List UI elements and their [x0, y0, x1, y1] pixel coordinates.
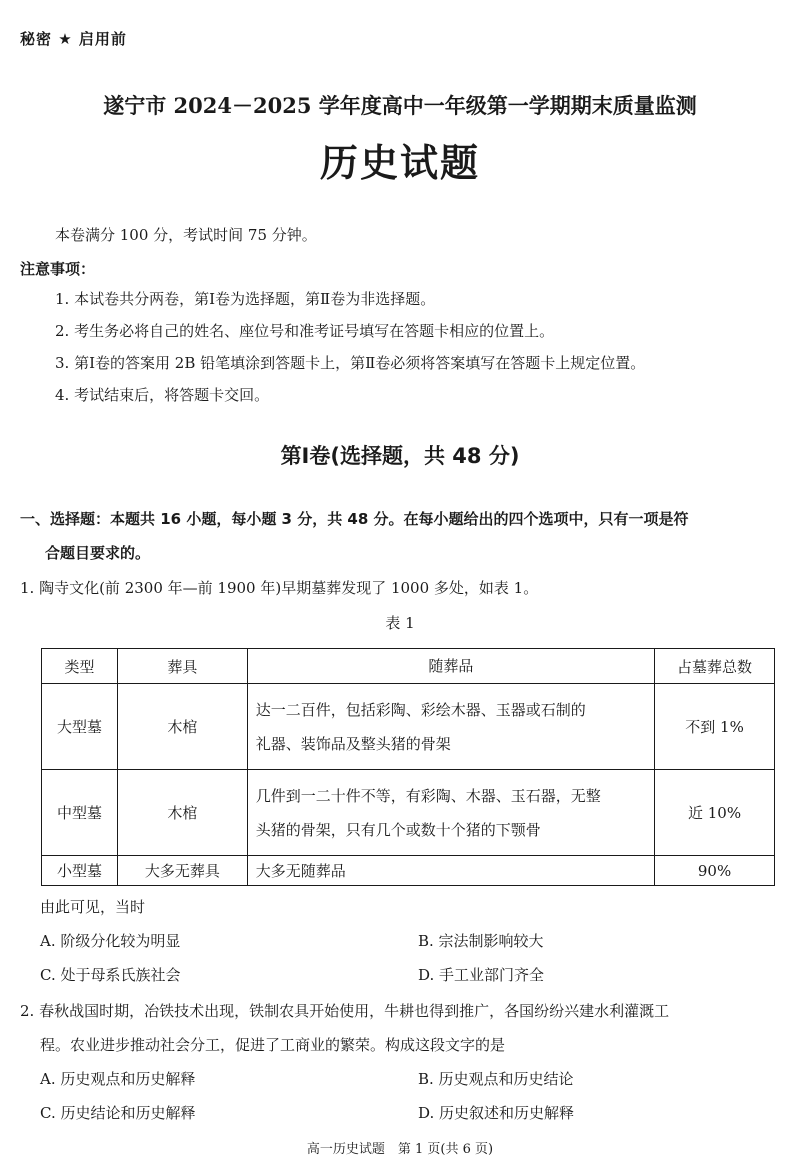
tomb-coffin: 木棺 — [117, 684, 247, 770]
table-header: 葬具 — [117, 649, 247, 684]
q1-option-d[interactable]: D. 手工业部门齐全 — [418, 966, 545, 984]
tomb-share: 近 10% — [655, 770, 775, 856]
tomb-goods-line: 几件到一二十件不等，有彩陶、木器、玉石器，无整 — [255, 786, 601, 805]
q2-option-b[interactable]: B. 历史观点和历史结论 — [418, 1070, 574, 1088]
tomb-goods — [247, 770, 654, 856]
q2-option-c[interactable]: C. 历史结论和历史解释 — [40, 1104, 196, 1122]
table-header-row — [42, 649, 775, 684]
tomb-goods-line: 达一二百件，包括彩陶、彩绘木器、玉器或石制的 — [255, 700, 586, 719]
tomb-coffin: 木棺 — [117, 770, 247, 856]
notice-item: 4. 考试结束后，将答题卡交回。 — [55, 386, 270, 404]
table-row — [42, 770, 775, 856]
tomb-table — [41, 648, 775, 886]
question-1-stem: 1. 陶寺文化(前 2300 年—前 1900 年)早期墓葬发现了 1000 多处，如表 1。 — [20, 579, 539, 597]
tomb-goods-line: 头猪的骨架，只有几个或数十个猪的下颚骨 — [255, 820, 541, 839]
tomb-type: 小型墓 — [42, 856, 118, 886]
tomb-type: 大型墓 — [42, 684, 118, 770]
part-one-instructions-cont: 合题目要求的。 — [45, 544, 151, 562]
tomb-goods-line: 大多无随葬品 — [255, 861, 346, 880]
question-2-stem-cont: 程。农业进步推动社会分工，促进了工商业的繁荣。构成这段文字的是 — [40, 1036, 506, 1054]
exam-title: 遂宁市 2024－2025 学年度高中一年级第一学期期末质量监测 — [103, 93, 697, 118]
table-header: 类型 — [42, 649, 118, 684]
score-time-note: 本卷满分 100 分，考试时间 75 分钟。 — [55, 226, 317, 244]
tomb-goods-line: 礼器、装饰品及整头猪的骨架 — [255, 734, 451, 753]
table-caption: 表 1 — [385, 614, 415, 632]
question-1-prompt: 由此可见，当时 — [40, 898, 146, 916]
notice-item: 1. 本试卷共分两卷，第Ⅰ卷为选择题，第Ⅱ卷为非选择题。 — [55, 290, 436, 308]
tomb-goods — [247, 856, 654, 886]
notice-item: 3. 第Ⅰ卷的答案用 2B 铅笔填涂到答题卡上，第Ⅱ卷必须将答案填写在答题卡上规定位置。 — [55, 354, 646, 372]
part-one-instructions: 一、选择题：本题共 16 小题，每小题 3 分，共 48 分。在每小题给出的四个选项中，只有一项是符 — [20, 510, 689, 528]
tomb-share: 不到 1% — [655, 684, 775, 770]
q1-option-c[interactable]: C. 处于母系氏族社会 — [40, 966, 181, 984]
subject-title: 历史试题 — [319, 140, 480, 185]
q2-option-d[interactable]: D. 历史叙述和历史解释 — [418, 1104, 575, 1122]
notice-title: 注意事项： — [20, 260, 96, 278]
notice-item: 2. 考生务必将自己的姓名、座位号和准考证号填写在答题卡相应的位置上。 — [55, 322, 555, 340]
table-row — [42, 684, 775, 770]
q1-option-a[interactable]: A. 阶级分化较为明显 — [40, 932, 181, 950]
q1-option-b[interactable]: B. 宗法制影响较大 — [418, 932, 544, 950]
tomb-type: 中型墓 — [42, 770, 118, 856]
table-row — [42, 856, 775, 886]
tomb-share: 90% — [655, 856, 775, 886]
page-footer: 高一历史试题 第 1 页(共 6 页) — [306, 1142, 494, 1157]
tomb-goods — [247, 684, 654, 770]
confidential-label: 秘密 ★ 启用前 — [20, 30, 127, 48]
q2-option-a[interactable]: A. 历史观点和历史解释 — [40, 1070, 196, 1088]
table-header: 随葬品 — [247, 649, 654, 684]
question-2-stem: 2. 春秋战国时期，冶铁技术出现，铁制农具开始使用，牛耕也得到推广，各国纷纷兴建水利灌溉工 — [20, 1002, 670, 1020]
table-header: 占墓葬总数 — [655, 649, 775, 684]
section-heading: 第Ⅰ卷(选择题，共 48 分) — [280, 444, 520, 468]
tomb-coffin: 大多无葬具 — [117, 856, 247, 886]
